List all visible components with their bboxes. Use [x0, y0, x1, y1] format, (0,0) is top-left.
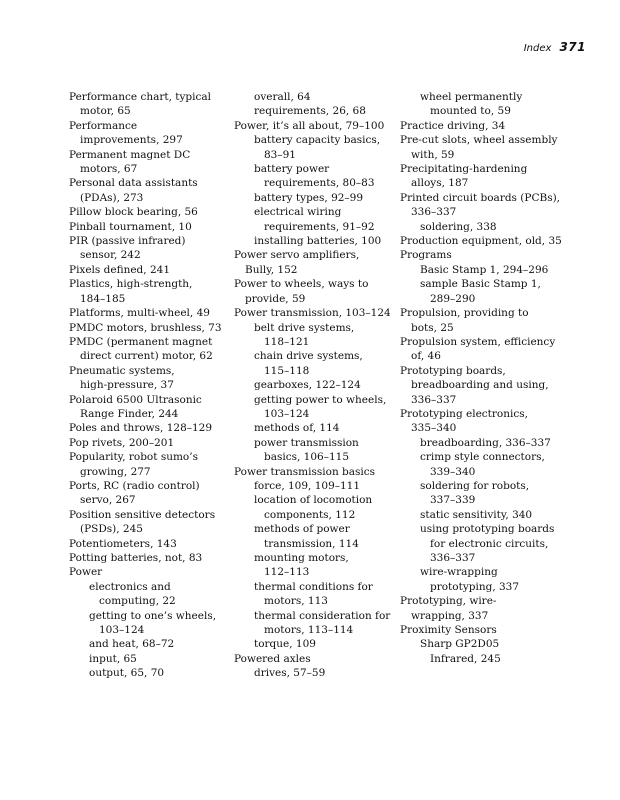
- index-entry: servo, 267: [80, 494, 136, 507]
- index-entry: Power: [69, 566, 103, 579]
- index-entry: Personal data assistants: [69, 177, 198, 190]
- index-entry: torque, 109: [254, 638, 316, 651]
- index-entry: Power servo amplifiers,: [234, 249, 360, 262]
- index-entry: mounted to, 59: [430, 105, 511, 118]
- index-entry: PMDC (permanent magnet: [69, 335, 213, 348]
- index-entry: 336–337: [411, 393, 457, 406]
- index-column-2: [234, 90, 391, 681]
- index-entry: output, 65, 70: [89, 667, 165, 680]
- index-entry: Basic Stamp 1, 294–296: [420, 263, 549, 276]
- index-entry: direct current) motor, 62: [80, 350, 213, 363]
- index-entry: electrical wiring: [254, 206, 342, 219]
- index-entry: Propulsion, providing to: [400, 307, 529, 320]
- index-entry: sensor, 242: [80, 249, 141, 262]
- index-entry: Performance: [69, 119, 138, 132]
- index-entry: thermal consideration for: [254, 609, 391, 622]
- index-entry: Propulsion system, efficiency: [400, 335, 556, 348]
- index-entry: alloys, 187: [411, 177, 469, 190]
- index-entry: battery power: [254, 163, 330, 176]
- index-entry: methods of, 114: [254, 422, 340, 435]
- index-entry: with, 59: [411, 148, 455, 161]
- index-entry: Power transmission, 103–124: [234, 307, 391, 320]
- index-entry: motors, 67: [80, 163, 138, 176]
- index-entry: electronics and: [89, 580, 171, 593]
- index-entry: Prototyping, wire-: [400, 595, 497, 608]
- index-entry: Power transmission basics: [234, 465, 376, 478]
- index-entry: computing, 22: [99, 595, 176, 608]
- index-entry: improvements, 297: [80, 134, 183, 147]
- index-entry: Ports, RC (radio control): [69, 479, 200, 492]
- index-entry: Potting batteries, not, 83: [69, 552, 203, 564]
- index-entry: Pneumatic systems,: [69, 364, 175, 377]
- index-entry: requirements, 26, 68: [254, 105, 366, 118]
- index-entry: battery capacity basics,: [254, 134, 381, 147]
- index-entry: motors, 113: [264, 595, 328, 608]
- index-entry: wrapping, 337: [411, 609, 489, 622]
- index-entry: Prototyping electronics,: [400, 407, 528, 420]
- index-entry: prototyping, 337: [430, 580, 520, 593]
- index-column-3: [400, 90, 562, 666]
- index-entry: gearboxes, 122–124: [254, 379, 361, 392]
- index-entry: 115–118: [264, 364, 310, 377]
- index-entry: Platforms, multi-wheel, 49: [69, 307, 210, 320]
- index-entry: Power, it’s all about, 79–100: [234, 119, 385, 132]
- index-column-1: [69, 90, 222, 681]
- index-entry: wire-wrapping: [420, 566, 498, 579]
- index-entry: belt drive systems,: [254, 321, 355, 334]
- index-entry: soldering for robots,: [420, 479, 530, 492]
- page-number: 371: [559, 40, 586, 54]
- index-entry: Range Finder, 244: [80, 407, 179, 420]
- index-entry: sample Basic Stamp 1,: [420, 278, 541, 291]
- index-entry: requirements, 80–83: [264, 177, 375, 190]
- index-entry: methods of power: [254, 523, 350, 536]
- index-entry: PMDC motors, brushless, 73: [69, 321, 222, 334]
- index-entry: thermal conditions for: [254, 580, 373, 593]
- index-entry: soldering, 338: [420, 220, 497, 233]
- section-title: Index: [523, 43, 552, 54]
- index-entry: bots, 25: [411, 321, 454, 334]
- index-entry: and heat, 68–72: [89, 638, 175, 651]
- index-entry: Practice driving, 34: [400, 119, 506, 132]
- index-entry: 336–337: [411, 206, 457, 219]
- index-entry: Power to wheels, ways to: [234, 278, 369, 291]
- index-entry: Infrared, 245: [430, 652, 501, 665]
- index-entry: 118–121: [264, 335, 310, 348]
- index-entry: 339–340: [430, 465, 476, 478]
- index-entry: installing batteries, 100: [254, 235, 382, 248]
- index-entry: Precipitating-hardening: [400, 163, 528, 176]
- index-entry: 112–113: [264, 566, 310, 579]
- index-entry: getting to one’s wheels,: [89, 609, 217, 622]
- index-entry: Pixels defined, 241: [69, 263, 170, 276]
- running-header: [524, 40, 586, 54]
- index-entry: Prototyping boards,: [400, 364, 506, 377]
- index-entry: requirements, 91–92: [264, 220, 375, 233]
- index-entry: using prototyping boards: [420, 523, 555, 536]
- index-entry: 289–290: [430, 292, 476, 305]
- index-entry: motors, 113–114: [264, 624, 354, 637]
- index-entry: high-pressure, 37: [80, 379, 174, 392]
- index-entry: power transmission: [254, 436, 359, 449]
- index-entry: Plastics, high-strength,: [69, 278, 193, 291]
- index-entry: Popularity, robot sumo’s: [69, 451, 198, 464]
- index-entry: breadboarding and using,: [411, 379, 549, 392]
- index-entry: growing, 277: [80, 465, 151, 478]
- index-entry: Sharp GP2D05: [420, 638, 500, 651]
- index-entry: Performance chart, typical: [69, 91, 212, 103]
- index-entry: Powered axles: [234, 652, 311, 665]
- index-entry: PIR (passive infrared): [69, 235, 186, 248]
- index-entry: Programs: [400, 249, 452, 262]
- index-entry: (PDAs), 273: [80, 191, 144, 204]
- index-entry: Proximity Sensors: [400, 624, 497, 637]
- index-entry: drives, 57–59: [254, 667, 326, 680]
- index-entry: Bully, 152: [245, 263, 298, 276]
- index-entry: crimp style connectors,: [420, 451, 545, 464]
- index-entry: static sensitivity, 340: [420, 508, 533, 521]
- index-entry: for electronic circuits,: [430, 537, 549, 550]
- index-entry: motor, 65: [80, 105, 131, 118]
- index-entry: Production equipment, old, 35: [400, 235, 562, 248]
- index-entry: basics, 106–115: [264, 451, 350, 464]
- index-entry: breadboarding, 336–337: [420, 436, 551, 449]
- index-entry: Printed circuit boards (PCBs),: [400, 191, 561, 204]
- index-entry: Pillow block bearing, 56: [69, 206, 198, 219]
- index-entry: wheel permanently: [420, 91, 523, 103]
- index-entry: location of locomotion: [254, 494, 373, 507]
- index-entry: 336–337: [430, 552, 476, 564]
- index-entry: 103–124: [99, 624, 145, 637]
- index-entry: Pinball tournament, 10: [69, 220, 192, 233]
- index-entry: Poles and throws, 128–129: [69, 422, 213, 435]
- index-entry: mounting motors,: [254, 552, 349, 564]
- index-entry: Potentiometers, 143: [69, 537, 177, 550]
- index-entry: of, 46: [411, 350, 441, 363]
- index-entry: getting power to wheels,: [254, 393, 387, 406]
- index-entry: Pop rivets, 200–201: [69, 436, 175, 449]
- index-entry: Permanent magnet DC: [69, 148, 191, 161]
- index-entry: (PSDs), 245: [80, 523, 143, 536]
- index-entry: chain drive systems,: [254, 350, 363, 363]
- index-entry: input, 65: [89, 652, 137, 665]
- index-entry: overall, 64: [254, 91, 311, 103]
- index-entry: battery types, 92–99: [254, 191, 364, 204]
- index-entry: transmission, 114: [264, 537, 359, 550]
- index-entry: force, 109, 109–111: [254, 479, 361, 492]
- index-entry: components, 112: [264, 508, 356, 521]
- index-entry: Polaroid 6500 Ultrasonic: [69, 393, 202, 406]
- index-entry: 83–91: [264, 148, 296, 161]
- index-entry: 103–124: [264, 407, 310, 420]
- index-entry: Position sensitive detectors: [69, 508, 216, 521]
- index-entry: 184–185: [80, 292, 126, 305]
- index-entry: provide, 59: [245, 292, 306, 305]
- index-entry: Pre-cut slots, wheel assembly: [400, 134, 558, 147]
- index-entry: 337–339: [430, 494, 476, 507]
- index-entry: 335–340: [411, 422, 457, 435]
